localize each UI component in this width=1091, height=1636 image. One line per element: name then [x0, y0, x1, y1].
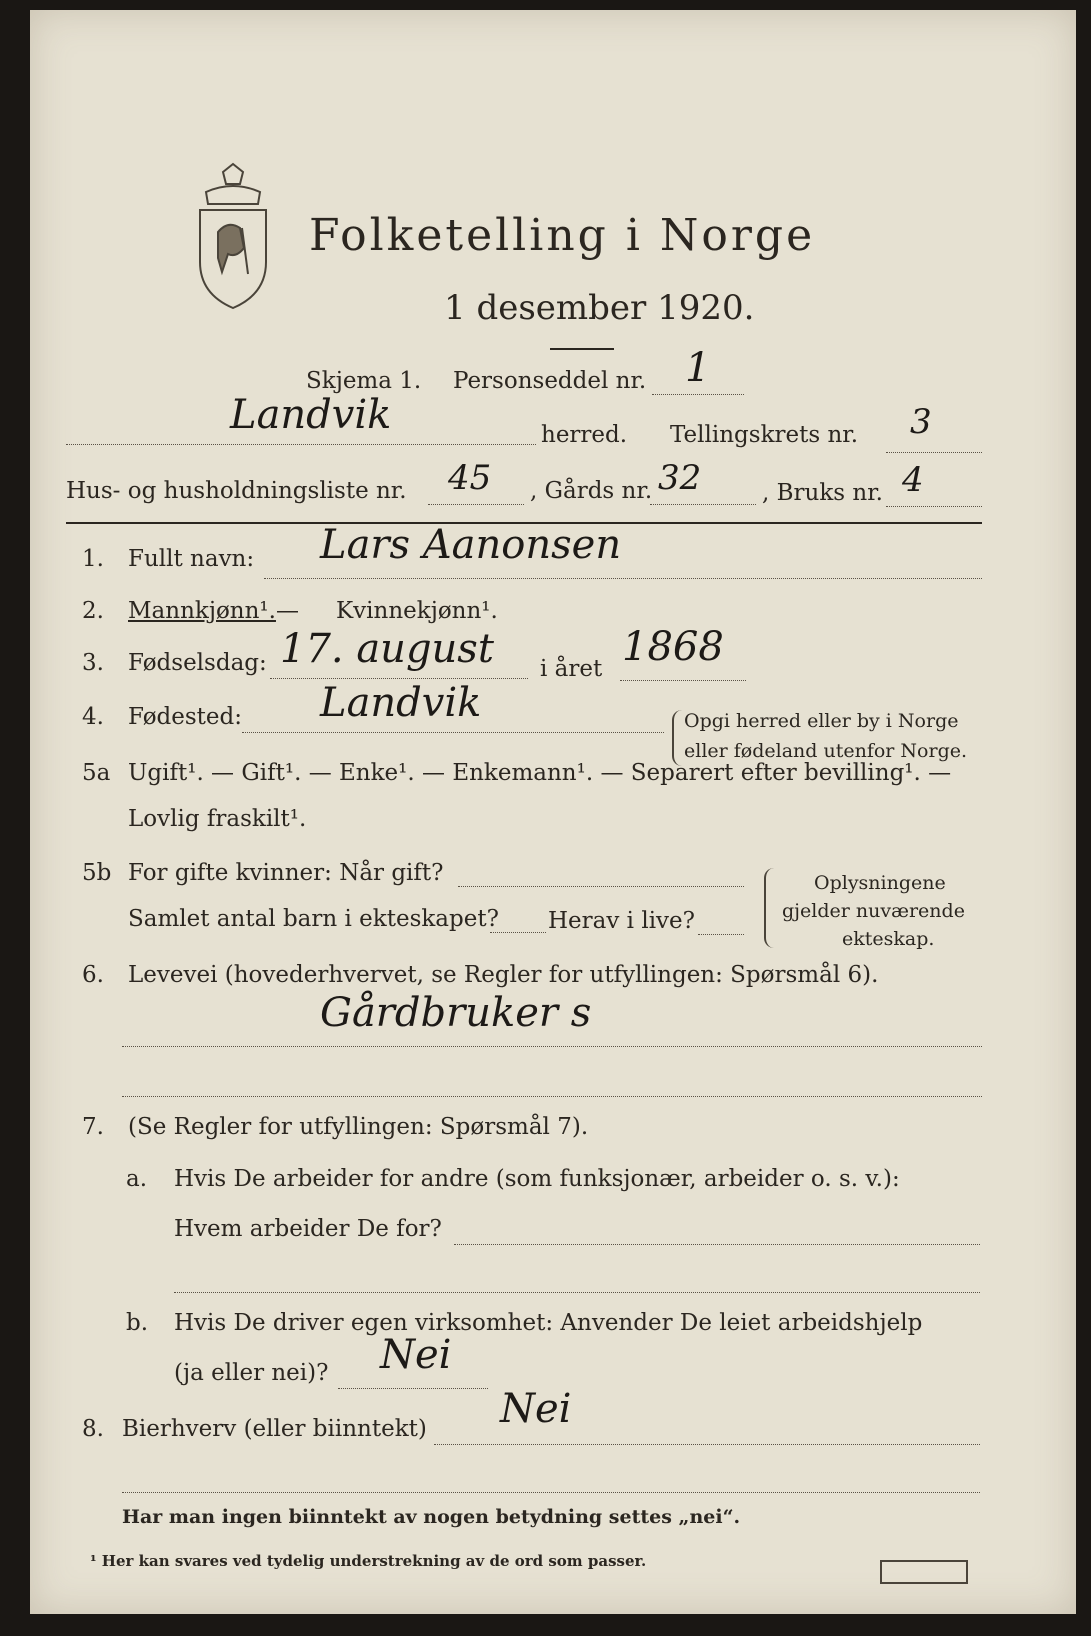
q3-date-line	[270, 678, 528, 679]
q5a-options-cont: Lovlig fraskilt¹.	[128, 806, 307, 832]
q5b-alive-line	[698, 934, 744, 935]
q3-year-value[interactable]: 1868	[622, 624, 724, 670]
q2-sep: —	[276, 598, 299, 624]
q7b-value[interactable]: Nei	[380, 1332, 452, 1378]
q1-value[interactable]: Lars Aanonsen	[320, 522, 622, 568]
q4-note-1: Opgi herred eller by i Norge	[684, 710, 959, 732]
q5b-note-1: Oplysningene	[814, 872, 946, 894]
district-line	[886, 452, 982, 453]
person-slip-value[interactable]: 1	[685, 345, 711, 391]
q7a-line-1	[454, 1244, 980, 1245]
holding-label: , Bruks nr.	[762, 480, 883, 506]
q5b-children-label: Samlet antal barn i ekteskapet?	[128, 906, 499, 932]
holding-line	[886, 506, 982, 507]
q2-male: Mannkjønn¹.	[128, 598, 276, 624]
census-form	[30, 10, 1076, 1614]
q2-number: 2.	[82, 598, 104, 624]
household-value[interactable]: 45	[448, 458, 492, 498]
title-divider	[550, 348, 614, 350]
q7-label: (Se Regler for utfyllingen: Spørsmål 7).	[128, 1114, 589, 1140]
q4-note-2: eller fødeland utenfor Norge.	[684, 740, 968, 762]
q4-bracket	[672, 710, 682, 766]
q6-value[interactable]: Gårdbruker s	[320, 990, 592, 1036]
q3-day-value[interactable]: 17. august	[280, 626, 494, 672]
q5a-number: 5a	[82, 760, 111, 786]
q5b-number: 5b	[82, 860, 112, 886]
q5b-note-3: ekteskap.	[842, 928, 935, 950]
q1-line	[264, 578, 982, 579]
q8-label: Bierhverv (eller biinntekt)	[122, 1416, 427, 1442]
district-value[interactable]: 3	[910, 402, 932, 442]
q4-label: Fødested:	[128, 704, 243, 730]
herred-line	[66, 444, 536, 445]
q2-female: Kvinnekjønn¹.	[336, 598, 498, 624]
q7a-who-label: Hvem arbeider De for?	[174, 1216, 442, 1242]
q8-line-1	[434, 1444, 980, 1445]
herred-value[interactable]: Landvik	[230, 392, 392, 438]
holding-value[interactable]: 4	[902, 460, 924, 500]
q4-number: 4.	[82, 704, 104, 730]
footer-note: Har man ingen biinntekt av nogen betydning settes „nei“.	[122, 1506, 741, 1528]
person-slip-label: Personseddel nr.	[453, 368, 647, 394]
form-date: 1 desember 1920.	[444, 288, 755, 328]
q5b-children-line	[490, 932, 546, 933]
farm-label: , Gårds nr.	[530, 478, 653, 504]
q5a-options: Ugift¹. — Gift¹. — Enke¹. — Enkemann¹. — Separert efter bevilling¹. —	[128, 760, 952, 786]
q7b-yesno-label: (ja eller nei)?	[174, 1360, 329, 1386]
q3-label: Fødselsdag:	[128, 650, 267, 676]
q3-year-label: i året	[540, 656, 603, 682]
q4-value[interactable]: Landvik	[320, 680, 482, 726]
printer-stamp	[880, 1560, 968, 1584]
q7b-line	[338, 1388, 488, 1389]
person-slip-line	[652, 394, 744, 395]
q1-number: 1.	[82, 546, 104, 572]
schema-label: Skjema 1.	[306, 368, 422, 394]
q8-value[interactable]: Nei	[500, 1386, 572, 1432]
q7b-number: b.	[126, 1310, 149, 1336]
q1-label: Fullt navn:	[128, 546, 255, 572]
q3-number: 3.	[82, 650, 104, 676]
q8-line-2	[122, 1492, 980, 1493]
q3-year-line	[620, 680, 746, 681]
q7b-label: Hvis De driver egen virksomhet: Anvender De leiet arbeidshjelp	[174, 1310, 923, 1336]
herred-label: herred.	[541, 422, 628, 448]
q8-number: 8.	[82, 1416, 104, 1442]
footnote: ¹ Her kan svares ved tydelig understrekning av de ord som passer.	[90, 1552, 647, 1570]
q5b-bracket	[764, 868, 774, 948]
coat-of-arms-icon	[192, 162, 274, 312]
household-line	[428, 504, 524, 505]
q7a-label: Hvis De arbeider for andre (som funksjonær, arbeider o. s. v.):	[174, 1166, 900, 1192]
q6-line-2	[122, 1096, 982, 1097]
q5b-married-label: For gifte kvinner: Når gift?	[128, 860, 444, 886]
farm-value[interactable]: 32	[658, 458, 702, 498]
q4-line	[242, 732, 664, 733]
q6-number: 6.	[82, 962, 104, 988]
household-list-label: Hus- og husholdningsliste nr.	[66, 478, 407, 504]
q7-number: 7.	[82, 1114, 104, 1140]
district-label: Tellingskrets nr.	[670, 422, 859, 448]
farm-line	[650, 504, 756, 505]
q6-label: Levevei (hovederhvervet, se Regler for utfyllingen: Spørsmål 6).	[128, 962, 879, 988]
q6-line-1	[122, 1046, 982, 1047]
q5b-married-line	[458, 886, 744, 887]
q7a-number: a.	[126, 1166, 148, 1192]
q5b-alive-label: Herav i live?	[548, 908, 695, 934]
form-title: Folketelling i Norge	[309, 210, 816, 261]
q7a-line-2	[174, 1292, 980, 1293]
q5b-note-2: gjelder nuværende	[782, 900, 965, 922]
